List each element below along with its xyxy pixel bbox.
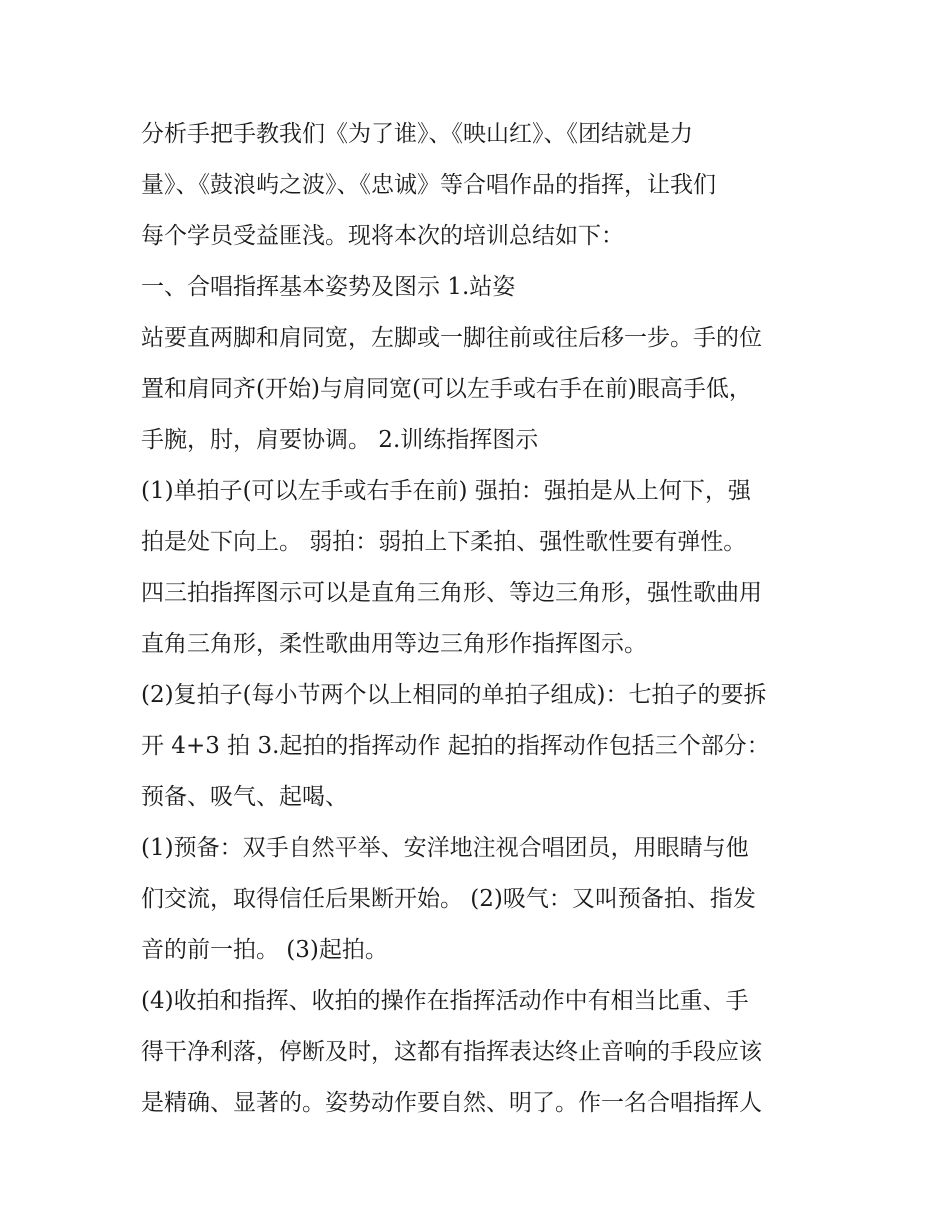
text-line: (1)预备：双手自然平举、安洋地注视合唱团员，用眼睛与他 [141, 835, 749, 861]
text-line: 音的前一拍。 (3)起拍。 [141, 937, 388, 963]
text-line: 直角三角形，柔性歌曲用等边三角形作指挥图示。 [141, 631, 647, 657]
text-line: 开 4+3 拍 3.起拍的指挥动作 起拍的指挥动作包括三个部分： [141, 733, 770, 759]
text-line: 拍是处下向上。 弱拍：弱拍上下柔拍、强性歌性要有弹性。 [141, 529, 747, 555]
text-line: 分析手把手教我们《为了谁》、《映山红》、《团结就是力 [141, 121, 693, 147]
text-line: (4)收拍和指挥、收拍的操作在指挥活动作中有相当比重、手 [141, 988, 749, 1014]
section-heading: 一、合唱指挥基本姿势及图示 1.站姿 [141, 274, 516, 300]
text-line: 四三拍指挥图示可以是直角三角形、等边三角形，强性歌曲用 [141, 580, 762, 606]
text-line: (2)复拍子(每小节两个以上相同的单拍子组成)：七拍子的要拆 [141, 682, 767, 708]
text-line: (1)单拍子(可以左手或右手在前) 强拍：强拍是从上何下，强 [141, 478, 751, 504]
text-line: 站要直两脚和肩同宽，左脚或一脚往前或往后移一步。手的位 [141, 325, 762, 351]
text-line: 量》、《鼓浪屿之波》、《忠诚》等合唱作品的指挥，让我们 [141, 172, 716, 198]
text-line: 是精确、显著的。姿势动作要自然、明了。作一名合唱指挥人 [141, 1090, 762, 1116]
text-line: 手腕，肘，肩要协调。 2.训练指挥图示 [141, 427, 539, 453]
text-line: 每个学员受益匪浅。现将本次的培训总结如下： [141, 223, 624, 249]
text-line: 得干净利落，停断及时，这都有指挥表达终止音响的手段应该 [141, 1039, 762, 1065]
text-line: 置和肩同齐(开始)与肩同宽(可以左手或右手在前)眼高手低， [141, 376, 752, 402]
body-text [141, 109, 821, 1129]
text-line: 预备、吸气、起喝、 [141, 784, 348, 810]
text-line: 们交流，取得信任后果断开始。 (2)吸气：又叫预备拍、指发 [141, 886, 756, 912]
